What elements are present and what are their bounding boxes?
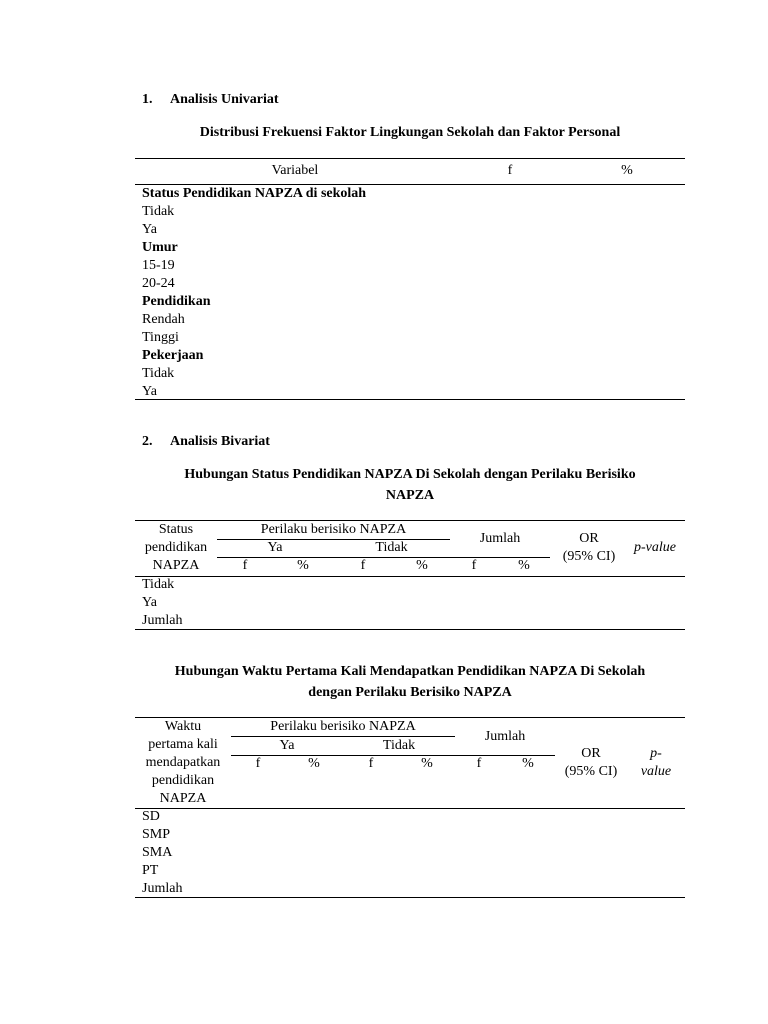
table-2-f-jumlah: f — [471, 558, 477, 573]
table-3-pct-ya: % — [308, 756, 320, 771]
table-row-label: Status Pendidikan NAPZA di sekolah — [142, 186, 367, 201]
table-row-label: Tinggi — [142, 330, 179, 345]
table-2-title-line-1: Hubungan Status Pendidikan NAPZA Di Sekolah dengan Perilaku Berisiko — [184, 467, 636, 482]
table-2-var-header-2: pendidikan — [144, 540, 208, 555]
table-2-pct-ya: % — [297, 558, 309, 573]
table-2-group-header: Perilaku berisiko NAPZA — [260, 522, 407, 537]
table-row-label: 20-24 — [142, 276, 175, 291]
section-1-heading: Analisis Univariat — [170, 92, 279, 107]
table-3-f-jumlah: f — [476, 756, 482, 771]
table-row-label: Tidak — [142, 204, 175, 219]
table-3-pct-tidak: % — [421, 756, 433, 771]
section-1-number: 1. — [142, 92, 153, 107]
table-2-var-header-3: NAPZA — [152, 558, 200, 573]
table-1-top-rule — [135, 158, 685, 159]
table-3-var-header-1: Waktu — [164, 719, 202, 734]
table-2-sub-tidak: Tidak — [375, 540, 408, 555]
table-2-title-line-2: NAPZA — [385, 488, 435, 503]
table-row-label: Ya — [142, 222, 157, 237]
table-row-label: Umur — [142, 240, 178, 255]
table-3-title-line-1: Hubungan Waktu Pertama Kali Mendapatkan Pendidikan NAPZA Di Sekolah — [174, 664, 646, 679]
table-2-var-header-1: Status — [158, 522, 194, 537]
table-row-label: SMP — [142, 827, 171, 842]
table-3-title-line-2: dengan Perilaku Berisiko NAPZA — [308, 685, 512, 700]
table-3-var-header-2: pertama kali — [148, 737, 218, 752]
table-3-pvalue-line-1: p- — [650, 746, 662, 761]
col-header-f: f — [507, 163, 513, 178]
table-3-pct-jumlah: % — [522, 756, 534, 771]
table-row-label: SD — [142, 809, 160, 824]
table-3-var-header-3: mendapatkan — [145, 755, 221, 770]
table-3-sub-ya: Ya — [279, 738, 295, 753]
table-1-bottom-rule — [135, 399, 685, 400]
table-3-bottom-rule — [135, 897, 685, 898]
section-2-number: 2. — [142, 434, 153, 449]
table-row-label: SMA — [142, 845, 173, 860]
table-3-pvalue-line-2: value — [640, 764, 672, 779]
table-row-label: Ya — [142, 595, 157, 610]
col-header-percent: % — [621, 163, 633, 178]
table-row-label: Jumlah — [142, 881, 183, 896]
table-2-f-ya: f — [242, 558, 248, 573]
table-3-sub-tidak: Tidak — [382, 738, 416, 753]
table-row-label: Pendidikan — [142, 294, 211, 309]
table-2-or-line-1: OR — [579, 531, 599, 546]
table-2-sub-ya: Ya — [267, 540, 283, 555]
table-3-header-rule — [135, 808, 685, 809]
table-2-pvalue: p-value — [634, 540, 676, 555]
table-3-var-header-4: pendidikan — [151, 773, 215, 788]
section-2-heading: Analisis Bivariat — [170, 434, 270, 449]
table-1-title: Distribusi Frekuensi Faktor Lingkungan Sekolah dan Faktor Personal — [199, 125, 621, 140]
table-row-label: Pekerjaan — [142, 348, 204, 363]
table-2-jumlah-header: Jumlah — [479, 531, 521, 546]
table-2-pct-jumlah: % — [518, 558, 530, 573]
table-row-label: 15-19 — [142, 258, 175, 273]
table-row-label: PT — [142, 863, 159, 878]
table-3-jumlah-header: Jumlah — [484, 729, 526, 744]
table-3-var-header-5: NAPZA — [159, 791, 207, 806]
table-3-or-line-2: (95% CI) — [564, 764, 618, 779]
table-3-f-tidak: f — [368, 756, 374, 771]
table-row-label: Rendah — [142, 312, 185, 327]
table-2-or-line-2: (95% CI) — [562, 549, 616, 564]
table-2-sub-rule — [217, 557, 550, 558]
table-3-group-header: Perilaku berisiko NAPZA — [270, 719, 416, 734]
table-2-header-rule — [135, 576, 685, 577]
table-2-pct-tidak: % — [416, 558, 428, 573]
table-3-or-line-1: OR — [581, 746, 601, 761]
table-row-label: Tidak — [142, 577, 175, 592]
col-header-variabel: Variabel — [271, 163, 319, 178]
table-2-f-tidak: f — [360, 558, 366, 573]
table-3-f-ya: f — [255, 756, 261, 771]
table-row-label: Jumlah — [142, 613, 183, 628]
table-3-sub-rule — [231, 755, 555, 756]
table-row-label: Ya — [142, 384, 157, 399]
table-2-bottom-rule — [135, 629, 685, 630]
table-row-label: Tidak — [142, 366, 175, 381]
